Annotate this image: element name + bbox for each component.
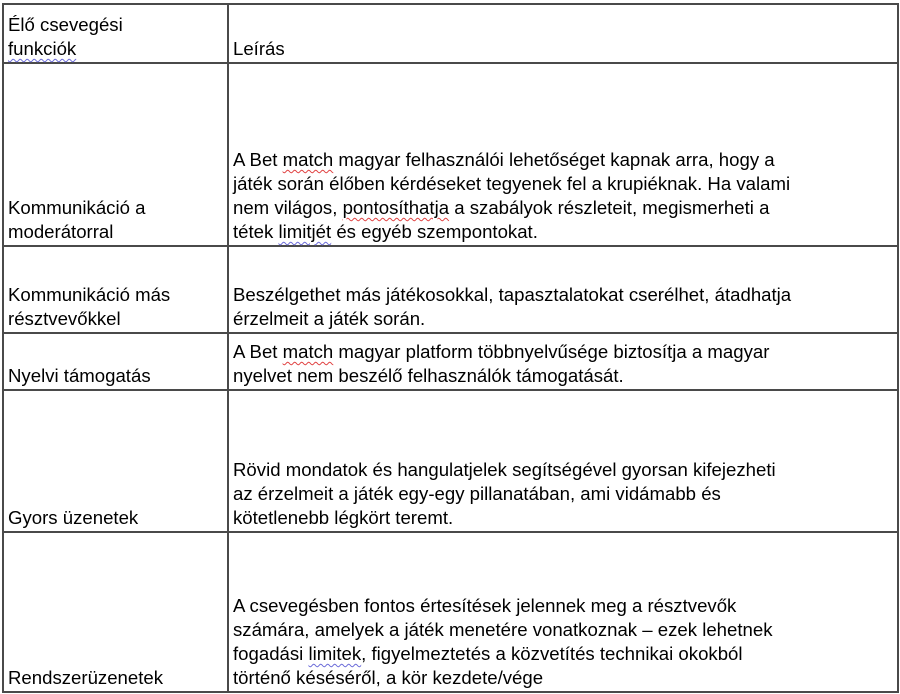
- feature-line: Gyors üzenetek: [8, 507, 139, 528]
- spellcheck-word: match: [282, 149, 334, 170]
- spellcheck-word: limitek: [308, 643, 362, 664]
- description-line: nyelvet nem beszélő felhasználók támogatását.: [233, 365, 624, 386]
- feature-line: résztvevőkkel: [8, 308, 121, 329]
- feature-cell: [3, 333, 228, 390]
- table-header-row: [3, 4, 898, 63]
- feature-line: Nyelvi támogatás: [8, 365, 151, 386]
- header-cell-description: [228, 4, 898, 63]
- header-features-line-2: funkciók: [8, 38, 77, 59]
- description-line: számára, amelyek a játék menetére vonatkoznak – ezek lehetnek: [233, 619, 773, 640]
- description-line: történő késéséről, a kör kezdete/vége: [233, 667, 544, 688]
- spellcheck-word: pontosíthatja: [342, 197, 450, 218]
- description-cell: [228, 390, 898, 532]
- description-line: fogadási limitek, figyelmeztetés a közvetítés technikai okokból: [233, 643, 743, 664]
- description-cell: [228, 63, 898, 246]
- table-row: [3, 246, 898, 333]
- description-line: nem világos, pontosíthatja a szabályok részleteit, megismerheti a: [233, 197, 770, 218]
- feature-cell: [3, 390, 228, 532]
- description-line: Beszélgethet más játékosokkal, tapasztalatokat cserélhet, átadhatja: [233, 284, 792, 305]
- feature-line: Rendszerüzenetek: [8, 667, 164, 688]
- table-row: [3, 63, 898, 246]
- header-features-line-1: Élő csevegési: [8, 14, 123, 35]
- description-line: A Bet match magyar felhasználói lehetőséget kapnak arra, hogy a: [233, 149, 775, 170]
- description-line: játék során élőben kérdéseket tegyenek fel a krupiéknak. Ha valami: [233, 173, 791, 194]
- feature-cell: [3, 246, 228, 333]
- table-row: [3, 532, 898, 692]
- feature-cell: [3, 532, 228, 692]
- description-line: A csevegésben fontos értesítések jelennek meg a résztvevők: [233, 595, 737, 616]
- description-line: tétek limitjét és egyéb szempontokat.: [233, 221, 538, 242]
- description-line: kötetlenebb légkört teremt.: [233, 507, 454, 528]
- header-description: Leírás: [233, 38, 285, 59]
- description-cell: [228, 532, 898, 692]
- feature-line: moderátorral: [8, 221, 114, 242]
- table-row: [3, 390, 898, 532]
- feature-line: Kommunikáció más: [8, 284, 171, 305]
- description-cell: [228, 246, 898, 333]
- feature-cell: [3, 63, 228, 246]
- description-line: érzelmeit a játék során.: [233, 308, 426, 329]
- table-row: [3, 333, 898, 390]
- spellcheck-word: match: [282, 341, 334, 362]
- description-line: az érzelmeit a játék egy-egy pillanatában, ami vidámabb és: [233, 483, 721, 504]
- spellcheck-word: limitjét: [278, 221, 332, 242]
- feature-line: Kommunikáció a: [8, 197, 146, 218]
- header-cell-features: [3, 4, 228, 63]
- description-line: A Bet match magyar platform többnyelvűsége biztosítja a magyar: [233, 341, 770, 362]
- description-line: Rövid mondatok és hangulatjelek segítségével gyorsan kifejezheti: [233, 459, 776, 480]
- live-chat-features-table: [2, 3, 899, 693]
- description-cell: [228, 333, 898, 390]
